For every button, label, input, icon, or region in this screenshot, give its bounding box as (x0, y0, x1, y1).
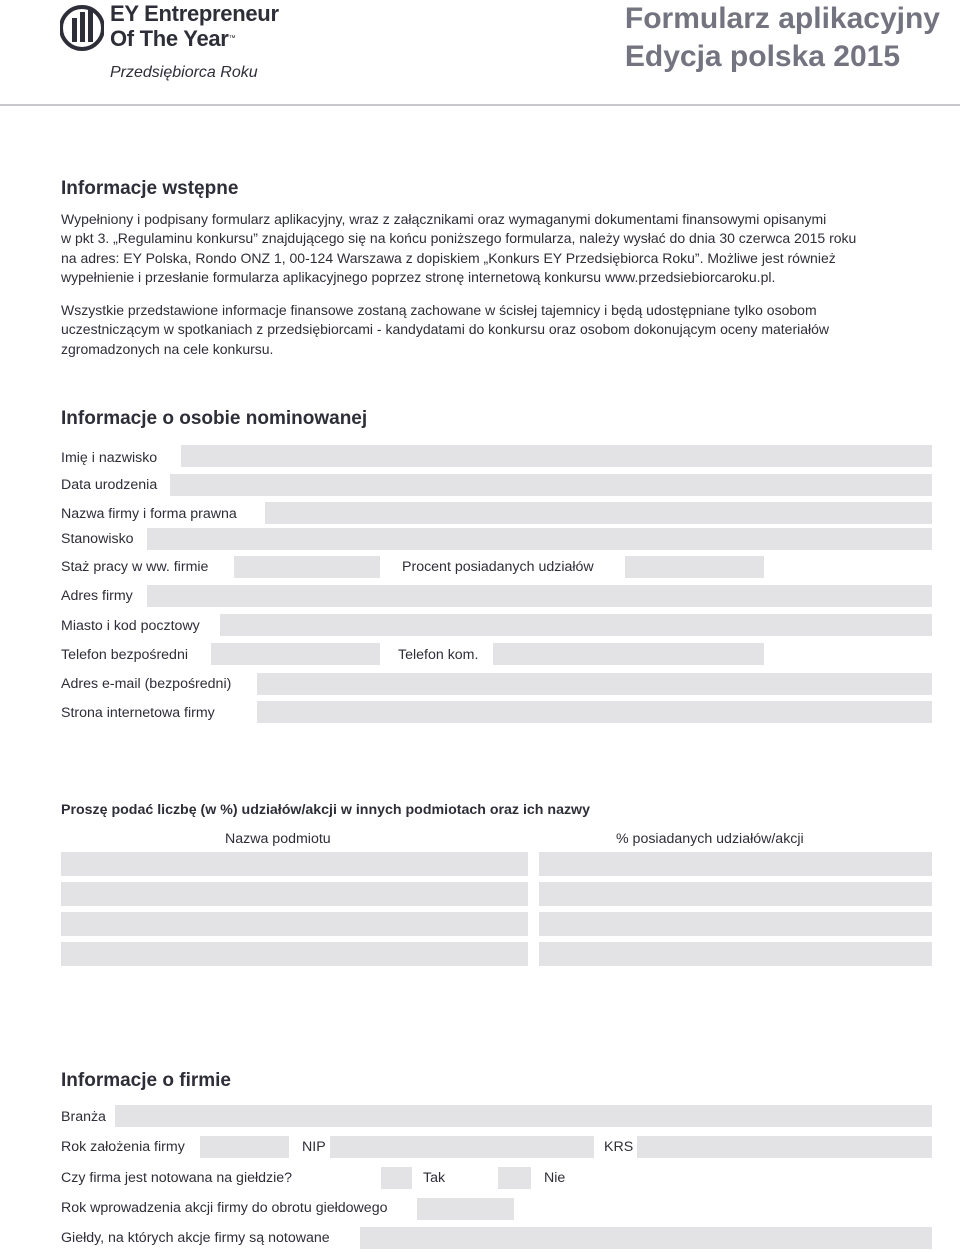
company-address-field[interactable] (147, 585, 932, 607)
email-field[interactable] (257, 673, 932, 695)
entity-name-field-4[interactable] (61, 942, 528, 966)
logo-text-line1: EY Entrepreneur (110, 1, 279, 26)
ipo-year-label: Rok wprowadzenia akcji firmy do obrotu giełdowego (61, 1200, 388, 1216)
birth-date-field[interactable] (170, 474, 932, 496)
tenure-field[interactable] (234, 556, 380, 578)
listed-no-checkbox[interactable] (498, 1167, 531, 1189)
entity-percent-field-1[interactable] (539, 852, 932, 876)
listed-question-label: Czy firma jest notowana na giełdzie? (61, 1170, 293, 1186)
header-divider (0, 104, 960, 106)
company-name-field[interactable] (265, 502, 932, 524)
ipo-year-field[interactable] (417, 1198, 514, 1220)
company-heading: Informacje o firmie (61, 1070, 231, 1091)
intro-paragraph-2 (61, 301, 941, 359)
industry-label: Branża (61, 1109, 106, 1125)
share-percent-field[interactable] (625, 556, 764, 578)
entity-column-header: Nazwa podmiotu (225, 831, 331, 847)
entity-percent-field-2[interactable] (539, 882, 932, 906)
shares-heading: Proszę podać liczbę (w %) udziałów/akcji w innych podmiotach oraz ich nazwy (61, 802, 590, 818)
entity-name-field-2[interactable] (61, 882, 528, 906)
email-label: Adres e-mail (bezpośredni) (61, 676, 232, 692)
intro-p1-line: w pkt 3. „Regulaminu konkursu” znajdującego się na końcu poniższego formularza, należy wysłać do dnia 30 czerwca 2015 roku (61, 230, 857, 247)
position-label: Stanowisko (61, 531, 134, 547)
trademark-symbol: ™ (228, 35, 236, 42)
industry-field[interactable] (115, 1105, 932, 1127)
percent-column-header: % posiadanych udziałów/akcji (616, 831, 804, 847)
direct-phone-field[interactable] (211, 643, 380, 665)
company-name-label: Nazwa firmy i forma prawna (61, 506, 237, 522)
document-title-line2: Edycja polska 2015 (624, 40, 901, 73)
intro-p2-line: uczestniczącym w spotkaniach z przedsiębiorcami - kandydatami do konkursu oraz osobom dokonującym oceny materiałów (61, 321, 830, 338)
nominee-heading: Informacje o osobie nominowanej (61, 408, 368, 429)
intro-p1-line: wypełnienie i przesłanie formularza aplikacyjnego poprzez stronę internetową konkursu www.przedsiebiorcaroku.pl. (61, 269, 776, 286)
website-field[interactable] (257, 701, 932, 723)
mobile-phone-label: Telefon kom. (398, 647, 479, 663)
entity-name-field-1[interactable] (61, 852, 528, 876)
intro-p1-line: Wypełniony i podpisany formularz aplikacyjny, wraz z załącznikami oraz wymaganymi dokumentami finansowymi opisanymi (61, 211, 827, 227)
listed-yes-checkbox[interactable] (381, 1167, 412, 1189)
document-title-line1: Formularz aplikacyjny (624, 2, 940, 35)
intro-p2-line: zgromadzonych na cele konkursu. (61, 340, 274, 357)
entity-percent-field-4[interactable] (539, 942, 932, 966)
exchanges-label: Giełdy, na których akcje firmy są notowane (61, 1230, 330, 1246)
founded-label: Rok założenia firmy (61, 1139, 185, 1155)
mobile-phone-field[interactable] (493, 643, 764, 665)
nip-field[interactable] (330, 1136, 594, 1158)
name-label: Imię i nazwisko (61, 450, 158, 466)
intro-paragraph-1 (61, 210, 941, 288)
intro-p1-line: na adres: EY Polska, Rondo ONZ 1, 00-124 Warszawa z dopiskiem „Konkurs EY Przedsiębiorca Roku”. Możliwe jest również (61, 249, 836, 266)
founded-field[interactable] (200, 1136, 289, 1158)
city-zip-field[interactable] (220, 614, 932, 636)
entity-percent-field-3[interactable] (539, 912, 932, 936)
share-percent-label: Procent posiadanych udziałów (402, 559, 594, 575)
no-label: Nie (544, 1170, 566, 1186)
logo-text-line2-main: Of The Year (110, 26, 229, 51)
logo-subtitle: Przedsiębiorca Roku (110, 64, 258, 81)
entity-name-field-3[interactable] (61, 912, 528, 936)
document-title (625, 0, 940, 76)
nip-label: NIP (302, 1139, 326, 1155)
website-label: Strona internetowa firmy (61, 705, 215, 721)
krs-label: KRS (604, 1139, 634, 1155)
ey-logo-mark (60, 4, 104, 52)
intro-heading: Informacje wstępne (61, 178, 239, 199)
direct-phone-label: Telefon bezpośredni (61, 647, 188, 663)
yes-label: Tak (423, 1170, 446, 1186)
company-address-label: Adres firmy (61, 588, 133, 604)
position-field[interactable] (147, 528, 932, 550)
name-field[interactable] (181, 445, 932, 467)
krs-field[interactable] (637, 1136, 932, 1158)
logo-text-line2 (110, 27, 235, 51)
intro-p2-line: Wszystkie przedstawione informacje finansowe zostaną zachowane w ścisłej tajemnicy i będą udostępniane tylko osobom (61, 302, 817, 318)
exchanges-field[interactable] (360, 1227, 932, 1249)
city-zip-label: Miasto i kod pocztowy (61, 618, 200, 634)
birth-date-label: Data urodzenia (61, 477, 158, 493)
tenure-label: Staż pracy w ww. firmie (61, 559, 209, 575)
